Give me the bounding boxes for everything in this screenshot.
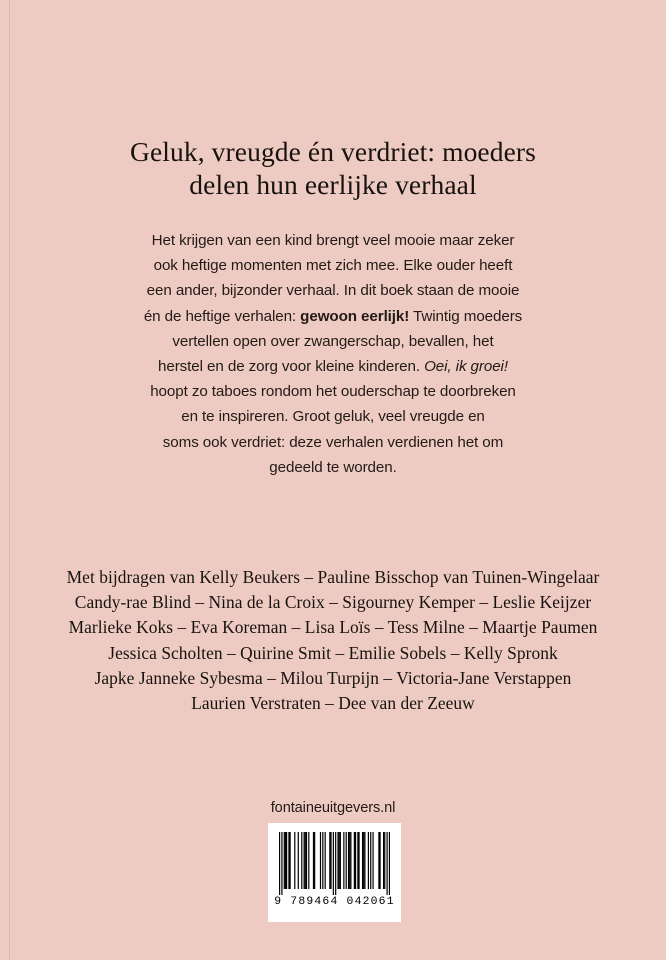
blurb-line: een ander, bijzonder verhaal. In dit boek staan de mooie [146,282,520,300]
contributor-line: Candy-rae Blind – Nina de la Croix – Sigourney Kemper – Leslie Keijzer [74,592,592,613]
title-line-1: Geluk, vreugde én verdriet: moeders [130,136,536,167]
page-title [0,135,666,201]
blurb-paragraph [0,228,666,480]
contributor-line: Laurien Verstraten – Dee van der Zeeuw [191,693,475,714]
blurb-line: hoopt zo taboes rondom het ouderschap te doorbreken [150,383,516,401]
barcode-number: 9 789464 042061 [274,896,395,908]
publisher-block [0,799,666,817]
blurb-line: soms ook verdriet: deze verhalen verdienen het om [162,433,504,451]
blurb-emphasis: Oei, ik groei! [424,358,508,376]
barcode-bars-icon [279,832,390,895]
blurb-line: en te inspireren. Groot geluk, veel vreugde en [181,408,485,426]
blurb-line: vertellen open over zwangerschap, bevallen, het [172,332,494,350]
title-line-2: delen hun eerlijke verhaal [189,169,477,200]
blurb-line: Het krijgen van een kind brengt veel mooie maar zeker [151,232,515,249]
contributor-line: Marlieke Koks – Eva Koreman – Lisa Loïs – Tess Milne – Maartje Paumen [68,617,598,638]
blurb-emphasis: gewoon eerlijk! [300,307,410,325]
contributor-line: Japke Janneke Sybesma – Milou Turpijn – Victoria-Jane Verstappen [94,667,572,688]
blurb-line: herstel en de zorg voor kleine kinderen. Oei, ik groei! [158,358,508,376]
barcode-block [268,823,401,922]
publisher-website-url[interactable]: fontaineuitgevers.nl [270,800,396,816]
blurb-line: gedeeld te worden. [269,458,397,476]
contributors-list [0,565,666,716]
blurb-line: én de heftige verhalen: gewoon eerlijk! Twintig moeders [143,307,523,325]
contributor-line: Met bijdragen van Kelly Beukers – Pauline Bisschop van Tuinen-Wingelaar [66,567,600,587]
contributor-line: Jessica Scholten – Quirine Smit – Emilie Sobels – Kelly Spronk [108,642,558,663]
blurb-line: ook heftige momenten met zich mee. Elke ouder heeft [153,257,513,275]
